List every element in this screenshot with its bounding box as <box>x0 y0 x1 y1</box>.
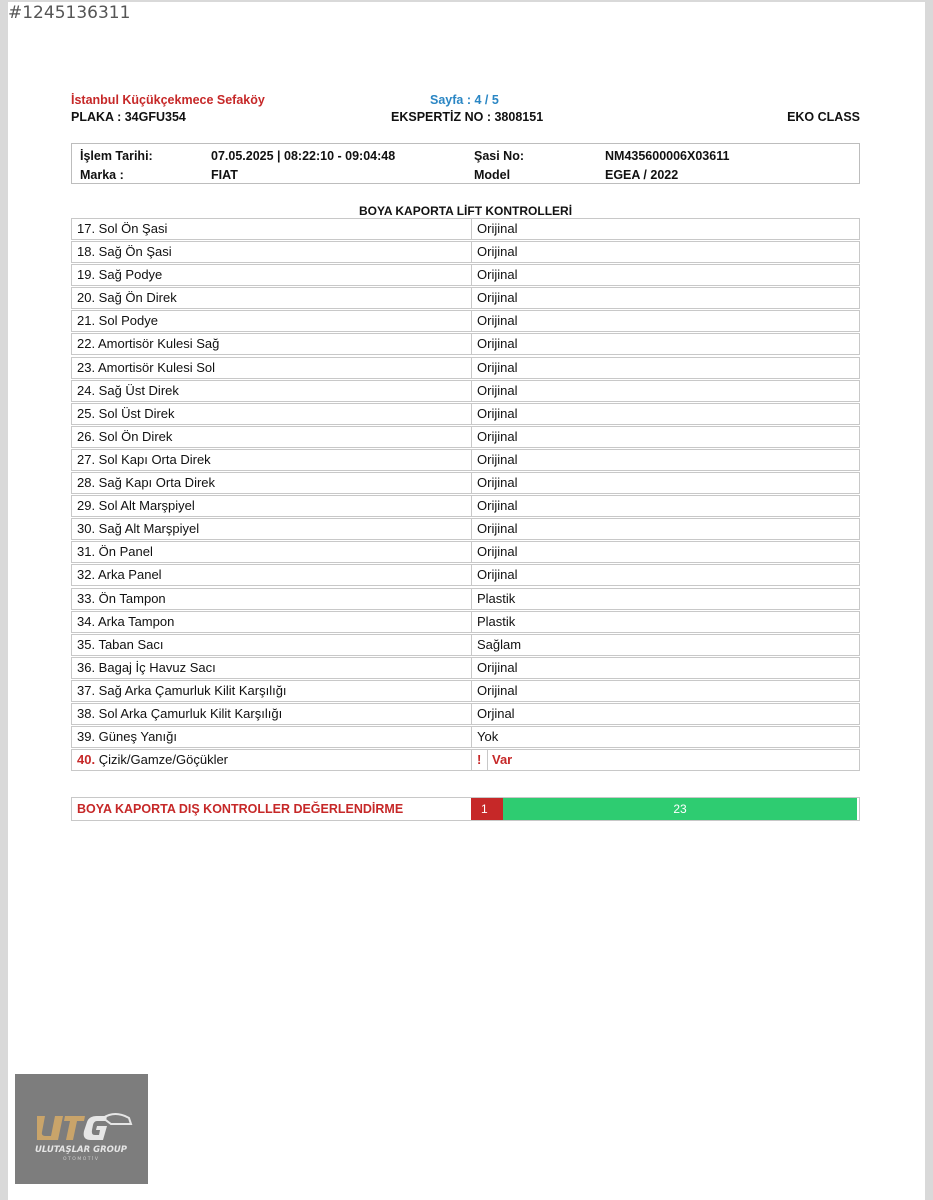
row-label: 27. Sol Kapı Orta Direk <box>72 450 472 470</box>
row-label: 26. Sol Ön Direk <box>72 427 472 447</box>
row-value: Orijinal <box>477 682 518 698</box>
table-row <box>71 634 860 656</box>
table-row <box>71 218 860 240</box>
report-page <box>8 2 925 1200</box>
date-label: İşlem Tarihi: <box>80 149 153 163</box>
row-label: 19. Sağ Podye <box>72 265 472 285</box>
row-label: 22. Amortisör Kulesi Sağ <box>72 334 472 354</box>
row-label: 25. Sol Üst Direk <box>72 404 472 424</box>
row-label: 34. Arka Tampon <box>72 612 472 632</box>
row-value-text: Var <box>492 752 513 768</box>
table-row <box>71 357 860 379</box>
row-value: Plastik <box>477 590 516 606</box>
table-row <box>71 287 860 309</box>
row-label: 29. Sol Alt Marşpiyel <box>72 496 472 516</box>
table-row <box>71 472 860 494</box>
row-value: Yok <box>477 729 499 745</box>
table-row <box>71 588 860 610</box>
row-label: 21. Sol Podye <box>72 311 472 331</box>
page-number: Sayfa : 4 / 5 <box>430 93 499 107</box>
table-row <box>71 449 860 471</box>
brand-value: FIAT <box>211 168 238 182</box>
row-label: 33. Ön Tampon <box>72 589 472 609</box>
row-value: Orijinal <box>477 544 518 560</box>
row-label: 35. Taban Sacı <box>72 635 472 655</box>
row-value: Orijinal <box>477 290 518 306</box>
row-value: Orijinal <box>477 659 518 675</box>
photo-id-label: #1245136311 <box>8 3 131 23</box>
summary-label: BOYA KAPORTA DIŞ KONTROLLER DEĞERLENDİRME <box>77 802 404 816</box>
row-value: Orijinal <box>477 475 518 491</box>
table-row <box>71 333 860 355</box>
table-row <box>71 310 860 332</box>
table-row <box>71 703 860 725</box>
row-label: 24. Sağ Üst Direk <box>72 381 472 401</box>
row-value: Orijinal <box>477 451 518 467</box>
table-row <box>71 726 860 748</box>
plate-number: PLAKA : 34GFU354 <box>71 110 186 124</box>
report-number: EKSPERTİZ NO : 3808151 <box>391 110 544 124</box>
row-label: 32. Arka Panel <box>72 565 472 585</box>
branch-name: İstanbul Küçükçekmece Sefaköy <box>71 93 265 107</box>
row-number: 40. <box>77 752 96 768</box>
evaluation-bar <box>471 798 857 820</box>
model-label: Model <box>474 168 511 182</box>
vehicle-info-box <box>71 143 860 184</box>
table-row <box>71 264 860 286</box>
evaluation-summary <box>71 797 860 821</box>
company-logo <box>15 1074 148 1184</box>
row-value: Orijinal <box>477 405 518 421</box>
table-row <box>71 518 860 540</box>
package-name: EKO CLASS <box>787 110 860 124</box>
row-value: Plastik <box>477 613 516 629</box>
chassis-label: Şasi No: <box>474 149 525 163</box>
chassis-value: NM435600006X03611 <box>605 149 730 163</box>
brand-label: Marka : <box>80 168 124 182</box>
table-row <box>71 657 860 679</box>
logo-graphic <box>15 1074 148 1184</box>
row-value <box>472 750 859 770</box>
row-value: Orijinal <box>477 359 518 375</box>
row-label: 39. Güneş Yanığı <box>72 727 472 747</box>
row-value: Orijinal <box>477 313 518 329</box>
bar-segment-bad: 1 <box>471 798 503 820</box>
row-label: 30. Sağ Alt Marşpiyel <box>72 519 472 539</box>
row-value: Orijinal <box>477 336 518 352</box>
row-value: Orijinal <box>477 244 518 260</box>
table-row <box>71 380 860 402</box>
row-value: Orijinal <box>477 498 518 514</box>
row-value: Orijinal <box>477 221 518 236</box>
row-value: Sağlam <box>477 636 522 652</box>
row-label: 18. Sağ Ön Şasi <box>72 242 472 262</box>
date-value: 07.05.2025 | 08:22:10 - 09:04:48 <box>211 149 396 163</box>
row-value: Orijinal <box>477 521 518 537</box>
inspection-table <box>71 218 860 772</box>
table-row <box>71 541 860 563</box>
table-row <box>71 241 860 263</box>
row-label: 31. Ön Panel <box>72 542 472 562</box>
row-label: 37. Sağ Arka Çamurluk Kilit Karşılığı <box>72 681 472 701</box>
row-value: Orijinal <box>477 567 518 583</box>
row-label: 17. Sol Ön Şasi <box>72 219 472 239</box>
logo-letter-u <box>37 1116 63 1140</box>
table-row <box>71 426 860 448</box>
row-label: 20. Sağ Ön Direk <box>72 288 472 308</box>
row-label <box>72 750 472 770</box>
logo-sub: OTOMOTİV <box>63 1157 100 1162</box>
bar-segment-good: 23 <box>503 798 857 820</box>
row-label: 38. Sol Arka Çamurluk Kilit Karşılığı <box>72 704 472 724</box>
row-value: Orjinal <box>477 705 515 721</box>
model-value: EGEA / 2022 <box>605 168 679 182</box>
row-label: 23. Amortisör Kulesi Sol <box>72 358 472 378</box>
logo-letter-t <box>64 1116 85 1140</box>
row-value: Orijinal <box>477 428 518 444</box>
table-row <box>71 495 860 517</box>
row-value: Orijinal <box>477 382 518 398</box>
row-value: Orijinal <box>477 267 518 283</box>
table-row <box>71 680 860 702</box>
section-title: BOYA KAPORTA LİFT KONTROLLERİ <box>358 204 573 218</box>
table-row <box>71 611 860 633</box>
row-label: 28. Sağ Kapı Orta Direk <box>72 473 472 493</box>
car-silhouette-icon <box>103 1114 131 1124</box>
row-label-text: Çizik/Gamze/Göçükler <box>98 752 229 768</box>
table-row <box>71 564 860 586</box>
table-row <box>71 403 860 425</box>
logo-name: ULUTAŞLAR GROUP <box>35 1145 127 1155</box>
row-label: 36. Bagaj İç Havuz Sacı <box>72 658 472 678</box>
table-row-alert <box>71 749 860 771</box>
alert-icon: ! <box>477 750 488 770</box>
